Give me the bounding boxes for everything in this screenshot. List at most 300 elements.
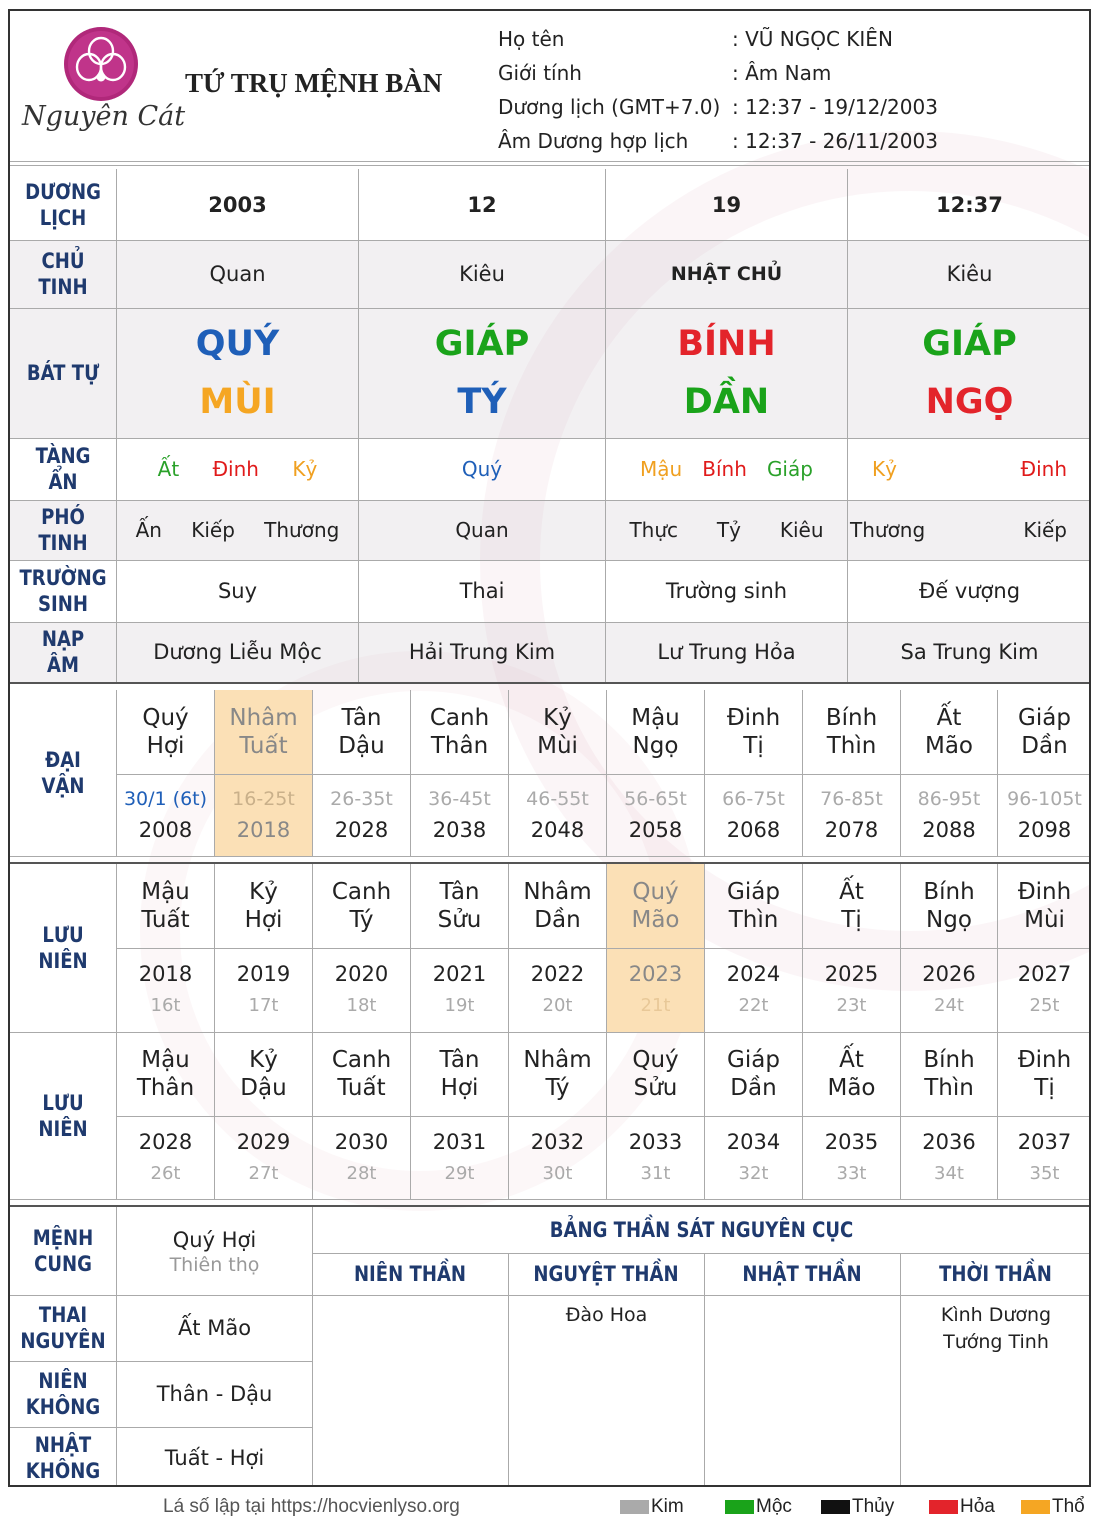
age-range: 86-95t	[917, 788, 981, 810]
earthly-branch: DẦN	[683, 382, 770, 422]
label-dai-van: ĐẠI VẬN	[41, 748, 85, 798]
dai-van-period	[607, 774, 704, 856]
dai-van-period	[705, 774, 802, 856]
secondary-star: Tỷ	[716, 518, 741, 542]
dai-van-period	[998, 774, 1091, 856]
pillar-name	[923, 878, 974, 934]
pillar-tang-an	[606, 438, 847, 500]
than-sat-values	[705, 1300, 900, 1400]
period	[825, 959, 878, 1021]
luu-nien-pillar	[215, 1032, 312, 1116]
dai-van-pillar	[998, 690, 1091, 774]
age: 17t	[248, 995, 279, 1016]
dai-van-period	[117, 774, 214, 856]
year: 2035	[824, 1129, 879, 1154]
stem: Bính	[923, 1047, 975, 1073]
pillar-name	[523, 1046, 591, 1102]
age-range: 96-105t	[1007, 788, 1082, 810]
pillar-pho-tinh	[359, 500, 605, 560]
field-value: : 12:37 - 19/12/2003	[732, 95, 938, 119]
period	[922, 1127, 975, 1189]
luu-nien-year	[509, 948, 606, 1032]
stem: Tân	[439, 879, 480, 905]
dai-van-period	[803, 774, 900, 856]
stem: Nhâm	[523, 1047, 592, 1073]
dai-van-pillar	[411, 690, 508, 774]
branch: Thìn	[924, 1075, 974, 1101]
year: 2019	[236, 962, 291, 986]
age: 29t	[444, 1162, 475, 1184]
age-range: 36-45t	[428, 788, 491, 810]
period	[433, 959, 486, 1021]
pillar-truong-sinh: Thai	[459, 579, 505, 603]
year: 2034	[726, 1129, 781, 1154]
age-range: 16-25t	[232, 788, 295, 810]
luu-nien-year	[607, 1116, 704, 1199]
legend-label: Mộc	[756, 1496, 792, 1517]
stem: Mậu	[141, 1047, 190, 1073]
field-label: Dương lịch (GMT+7.0)	[498, 95, 721, 119]
period	[825, 1127, 878, 1189]
year: 2025	[824, 962, 879, 986]
age: 24t	[934, 995, 964, 1016]
year: 2029	[236, 1129, 291, 1154]
start-year: 2018	[236, 818, 291, 842]
luu-nien-pillar	[215, 864, 312, 948]
pillar-tang-an	[359, 438, 605, 500]
period	[335, 1127, 388, 1189]
heavenly-stem: GIÁP	[922, 324, 1017, 364]
period	[727, 959, 780, 1021]
luu-nien-pillar	[313, 864, 410, 948]
age: 33t	[836, 1162, 867, 1184]
stem: Giáp	[1018, 705, 1071, 731]
pillar-date: 12:37	[936, 192, 1003, 217]
branch: Ngọ	[632, 733, 679, 759]
age: 22t	[738, 995, 769, 1016]
pillar-name	[438, 878, 482, 934]
period	[1018, 959, 1071, 1021]
luu-nien-pillar	[705, 1032, 802, 1116]
dai-van-period	[215, 774, 312, 856]
dai-van-pillar	[509, 690, 606, 774]
stem: Ất	[936, 705, 962, 731]
stem: Đinh	[726, 705, 781, 731]
dai-van-period	[411, 774, 508, 856]
age: 20t	[542, 995, 573, 1016]
pillar-truong-sinh: Trường sinh	[665, 579, 788, 603]
legend-swatch	[821, 1500, 850, 1514]
branch: Tuất	[337, 1075, 386, 1101]
age-range: 76-85t	[820, 788, 883, 810]
stem: Giáp	[727, 1047, 780, 1073]
pillar-date: 19	[711, 192, 742, 217]
pillar-pho-tinh	[606, 500, 847, 560]
stem: Đinh	[1017, 879, 1072, 905]
start-year: 2098	[1017, 818, 1072, 842]
stem: Quý	[142, 705, 189, 731]
year: 2021	[432, 962, 487, 986]
age: 23t	[836, 995, 867, 1016]
secondary-star: Thực	[629, 518, 679, 542]
luu-nien-year	[411, 948, 508, 1032]
branch: Mùi	[537, 733, 578, 759]
pillar-name	[727, 878, 780, 934]
heavenly-stem: GIÁP	[434, 324, 530, 364]
than-sat-values	[901, 1300, 1091, 1400]
period	[922, 959, 975, 1021]
hidden-stem: Ất	[157, 457, 180, 481]
pillar-name	[439, 1046, 479, 1102]
label-luu-nien: LƯU NIÊN	[38, 1090, 88, 1141]
hidden-stem: Mậu	[640, 457, 683, 481]
luu-nien-year	[215, 948, 312, 1032]
year: 2028	[138, 1129, 193, 1154]
earthly-branch: TÝ	[457, 382, 507, 422]
field-value: : Âm Nam	[732, 61, 832, 85]
heavenly-stem: BÍNH	[677, 324, 776, 364]
secondary-star: Thương	[850, 518, 926, 542]
legend-swatch	[725, 1500, 754, 1514]
pillar-nap-am: Lư Trung Hỏa	[657, 640, 796, 664]
pillar-chu-tinh: Kiêu	[459, 262, 505, 286]
year: 2027	[1017, 962, 1072, 986]
branch: Sửu	[633, 1075, 678, 1101]
legend-item-thủy	[821, 1496, 894, 1518]
pillar-bat-tu	[848, 308, 1091, 438]
luu-nien-pillar	[901, 864, 997, 948]
stem: Mậu	[141, 879, 190, 905]
than-sat-col-header: NHẬT THẦN	[742, 1262, 862, 1286]
label-nap-am: NẠP ÂM	[41, 627, 85, 677]
pillar-name	[332, 878, 391, 934]
luu-nien-year	[411, 1116, 508, 1199]
branch: Tị	[1034, 1075, 1055, 1101]
stem: Kỷ	[249, 1047, 278, 1073]
branch: Dậu	[240, 1075, 287, 1101]
menh-cung-value	[117, 1207, 312, 1295]
year: 2024	[726, 962, 781, 986]
hidden-stem: Kỷ	[872, 457, 897, 481]
period	[124, 784, 207, 846]
divider	[10, 1199, 1091, 1200]
period	[629, 1127, 682, 1189]
start-year: 2058	[628, 818, 683, 842]
pillar-tang-an	[117, 438, 358, 500]
branch: Mùi	[1024, 907, 1065, 933]
legend-item-thổ	[1021, 1496, 1085, 1518]
age-range: 66-75t	[722, 788, 785, 810]
pillar-name	[245, 878, 283, 934]
period	[232, 784, 295, 846]
dai-van-pillar	[705, 690, 802, 774]
luu-nien-pillar	[411, 864, 508, 948]
branch: Mão	[924, 733, 973, 759]
luu-nien-year	[998, 1116, 1091, 1199]
luu-nien-year	[705, 1116, 802, 1199]
branch: Tuất	[239, 733, 288, 759]
stem: Mậu	[631, 705, 680, 731]
luu-nien-year	[901, 1116, 997, 1199]
luu-nien-pillar	[509, 864, 606, 948]
pillar-name	[632, 1046, 678, 1102]
luu-nien-pillar	[803, 864, 900, 948]
pillar-name	[338, 704, 384, 760]
luu-nien-year	[901, 948, 997, 1032]
luu-nien-pillar	[607, 1032, 704, 1116]
nien-khong-value: Thân - Dậu	[156, 1382, 273, 1406]
age-range: 56-65t	[624, 788, 687, 810]
stem: Quý	[632, 879, 679, 905]
branch: Thìn	[826, 733, 877, 759]
period	[1018, 1127, 1071, 1189]
period	[722, 784, 785, 846]
dai-van-pillar	[117, 690, 214, 774]
label-bat-tu: BÁT TỰ	[26, 361, 100, 385]
period	[237, 959, 290, 1021]
age: 18t	[346, 995, 377, 1016]
pillar-name	[727, 704, 780, 760]
legend-item-mộc	[725, 1496, 792, 1518]
luu-nien-pillar	[411, 1032, 508, 1116]
pillar-nap-am: Hải Trung Kim	[408, 640, 556, 664]
start-year: 2028	[334, 818, 389, 842]
secondary-star: Kiếp	[1023, 518, 1067, 542]
year: 2022	[530, 962, 585, 986]
luu-nien-pillar	[313, 1032, 410, 1116]
age: 27t	[248, 1162, 279, 1184]
divider	[312, 1295, 1091, 1296]
luu-nien-year	[509, 1116, 606, 1199]
pillar-name	[826, 704, 877, 760]
stem: Bính	[825, 705, 878, 731]
age-range: 30/1 (6t)	[123, 788, 208, 810]
label-truong-sinh: TRƯỜNG SINH	[19, 566, 107, 616]
period	[531, 959, 584, 1021]
legend-item-kim	[620, 1496, 684, 1518]
luu-nien-year	[607, 948, 704, 1032]
pillar-name	[332, 1046, 391, 1102]
pillar-name	[827, 1046, 875, 1102]
stem: Canh	[331, 879, 392, 905]
age: 31t	[640, 1162, 671, 1184]
branch: Dần	[730, 1075, 777, 1101]
branch: Thân	[136, 1075, 195, 1101]
luu-nien-year	[215, 1116, 312, 1199]
heavenly-stem: QUÝ	[195, 324, 280, 364]
period	[433, 1127, 486, 1189]
start-year: 2008	[138, 818, 193, 842]
period	[428, 784, 491, 846]
pillar-nap-am: Dương Liễu Mộc	[153, 640, 322, 664]
stem: Ất	[839, 1047, 864, 1073]
than-sat-col-header: THỜI THẦN	[939, 1262, 1052, 1286]
luu-nien-year	[803, 948, 900, 1032]
pillar-name	[137, 1046, 194, 1102]
start-year: 2068	[726, 818, 781, 842]
period	[820, 784, 883, 846]
secondary-star: Kiêu	[779, 518, 824, 542]
branch: Tuất	[141, 907, 190, 933]
period	[526, 784, 589, 846]
label-menh-cung: MỆNH CUNG	[32, 1226, 94, 1276]
branch: Hợi	[244, 907, 283, 933]
period	[624, 784, 687, 846]
luu-nien-year	[117, 1116, 214, 1199]
pillar-name	[240, 1046, 286, 1102]
pillar-bat-tu	[117, 308, 358, 438]
stem: Canh	[429, 705, 490, 731]
branch: Tị	[743, 733, 764, 759]
legend-item-hỏa	[929, 1496, 995, 1518]
pillar-bat-tu	[359, 308, 605, 438]
nhat-khong-value: Tuất - Hợi	[164, 1446, 265, 1470]
pillar-name	[631, 878, 679, 934]
branch: Thân	[430, 733, 489, 759]
pillar-name	[142, 704, 188, 760]
year: 2030	[334, 1129, 389, 1154]
footer-note: Lá số lập tại https://hocvienlyso.org	[163, 1496, 460, 1517]
dai-van-period	[313, 774, 410, 856]
luu-nien-pillar	[117, 1032, 214, 1116]
branch: Sửu	[437, 907, 482, 933]
legend-swatch	[929, 1500, 958, 1514]
field-value: : 12:37 - 26/11/2003	[732, 129, 938, 153]
period	[335, 959, 388, 1021]
pillar-bat-tu	[606, 308, 847, 438]
branch: Tý	[349, 907, 374, 933]
pillar-name	[141, 878, 190, 934]
lotus-logo-icon	[62, 25, 140, 103]
luu-nien-pillar	[998, 864, 1091, 948]
secondary-star: Kiếp	[191, 518, 235, 542]
pillar-name	[925, 704, 973, 760]
period	[918, 784, 981, 846]
year: 2036	[922, 1129, 976, 1154]
luu-nien-year	[313, 1116, 410, 1199]
period	[727, 1127, 780, 1189]
luu-nien-pillar	[705, 864, 802, 948]
pillar-name	[523, 878, 591, 934]
legend-label: Hỏa	[960, 1496, 995, 1517]
than-sat-col-header: NGUYỆT THẦN	[533, 1262, 679, 1286]
dai-van-period	[901, 774, 997, 856]
divider	[10, 856, 1091, 857]
luu-nien-pillar	[117, 864, 214, 948]
branch: Thìn	[728, 907, 779, 933]
pillar-name	[537, 704, 578, 760]
pillar-date: 2003	[208, 192, 267, 217]
legend-swatch	[1021, 1500, 1050, 1514]
pillar-name	[631, 704, 680, 760]
dai-van-pillar	[901, 690, 997, 774]
legend-label: Thổ	[1052, 1496, 1085, 1517]
year: 2037	[1017, 1129, 1072, 1154]
pillar-name	[430, 704, 489, 760]
stem: Kỷ	[249, 879, 278, 905]
start-year: 2048	[530, 818, 585, 842]
menh-cung-name: Quý Hợi	[172, 1228, 257, 1252]
stem: Giáp	[727, 879, 780, 905]
period	[1007, 784, 1082, 846]
menh-cung-note: Thiên thọ	[169, 1254, 260, 1276]
age: 32t	[738, 1162, 769, 1184]
age: 26t	[150, 1162, 181, 1184]
pillar-chu-tinh: Quan	[209, 262, 266, 286]
branch: Mão	[631, 907, 680, 933]
luu-nien-year	[313, 948, 410, 1032]
pillar-name	[923, 1046, 974, 1102]
thai-nguyen-value: Ất Mão	[177, 1316, 252, 1340]
earthly-branch: MÙI	[199, 382, 276, 422]
secondary-star: Quan	[455, 518, 509, 542]
year: 2018	[138, 962, 193, 986]
luu-nien-pillar	[509, 1032, 606, 1116]
start-year: 2038	[432, 818, 487, 842]
chart-title: TỨ TRỤ MỆNH BÀN	[185, 68, 443, 98]
label-pho-tinh: PHÓ TINH	[38, 505, 88, 555]
pillar-pho-tinh	[848, 500, 1091, 560]
hidden-stem: Quý	[461, 457, 503, 481]
divider	[10, 165, 1091, 166]
age-range: 26-35t	[330, 788, 393, 810]
field-label: Giới tính	[498, 61, 582, 85]
pillar-name	[1018, 704, 1071, 760]
brand-logo	[62, 25, 140, 103]
age: 19t	[444, 995, 475, 1016]
start-year: 2088	[922, 818, 976, 842]
stem: Canh	[331, 1047, 392, 1073]
age: 35t	[1029, 1162, 1060, 1184]
luu-nien-year	[998, 948, 1091, 1032]
than-sat-values	[313, 1300, 508, 1400]
luu-nien-pillar	[901, 1032, 997, 1116]
stem: Quý	[632, 1047, 679, 1073]
period	[139, 959, 192, 1021]
pillar-nap-am: Sa Trung Kim	[900, 640, 1039, 664]
branch: Tý	[545, 1075, 570, 1101]
branch: Dần	[1021, 733, 1068, 759]
stem: Tân	[341, 705, 382, 731]
stem: Tân	[439, 1047, 480, 1073]
legend-label: Thủy	[852, 1496, 895, 1517]
period	[139, 1127, 192, 1189]
pillar-chu-tinh: NHẬT CHỦ	[670, 263, 783, 285]
age: 25t	[1029, 995, 1060, 1016]
than-sat-item: Kình Dương	[940, 1304, 1052, 1326]
pillar-date: 12	[467, 192, 497, 217]
pillar-name	[1018, 1046, 1071, 1102]
hidden-stem: Bính	[702, 457, 747, 481]
hidden-stem: Đinh	[1020, 457, 1067, 481]
label-thai-nguyen: THAI NGUYÊN	[20, 1303, 106, 1353]
than-sat-col-header: NIÊN THẦN	[353, 1262, 467, 1286]
dai-van-pillar	[607, 690, 704, 774]
branch: Tị	[841, 907, 862, 933]
age: 21t	[640, 995, 671, 1016]
field-value: : VŨ NGỌC KIÊN	[732, 27, 893, 51]
pillar-tang-an	[848, 438, 1091, 500]
legend-swatch	[620, 1500, 649, 1514]
pillar-name	[229, 704, 297, 760]
brand-name: Nguyên Cát	[22, 101, 186, 132]
period	[531, 1127, 584, 1189]
legend-label: Kim	[651, 1496, 684, 1517]
period	[330, 784, 393, 846]
age: 30t	[542, 1162, 573, 1184]
year: 2026	[922, 962, 976, 986]
luu-nien-pillar	[803, 1032, 900, 1116]
